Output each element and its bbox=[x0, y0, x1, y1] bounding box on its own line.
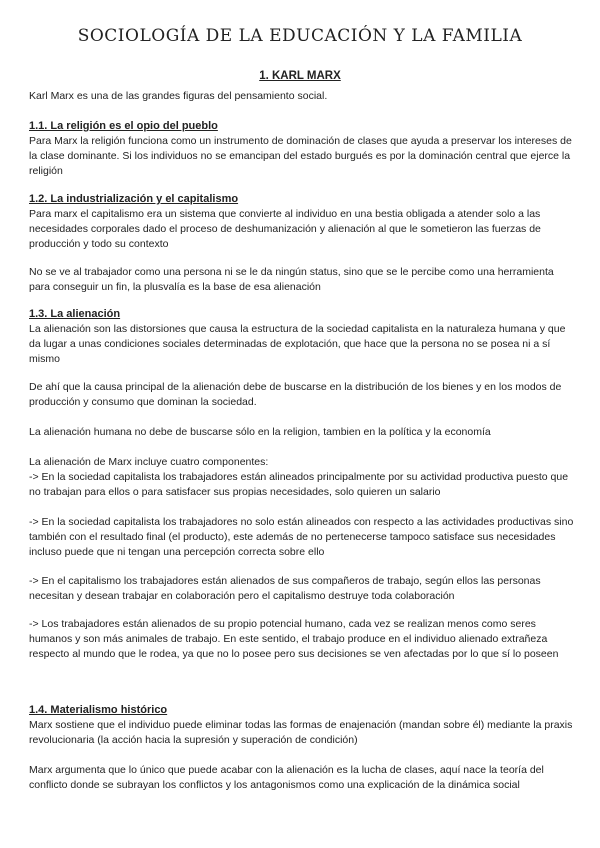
materialismo-paragraph-1: Marx sostiene que el individuo puede eliminar todas las formas de enajenación (mandan sobre él) mediante la praxis revolucionaria (la acción hacia la supresión y superación de condición) bbox=[29, 719, 573, 747]
intro-paragraph: Karl Marx es una de las grandes figuras del pensamiento social. bbox=[29, 90, 328, 102]
subsection-heading-alienacion: 1.3. La alienación bbox=[29, 308, 121, 320]
religion-paragraph: Para Marx la religión funciona como un instrumento de dominación de clases que ayuda a preservar los intereses de la clase dominante. Si los individuos no se emancipan del estado burgués es por la dominación central que ejerce la religión bbox=[29, 135, 572, 178]
subsection-heading-materialismo: 1.4. Materialismo histórico bbox=[29, 704, 168, 716]
materialismo-paragraph-2: Marx argumenta que lo único que puede acabar con la alienación es la lucha de clases, aquí nace la teoría del conflicto donde se subrayan los conflictos y los antagonismos como una explicación de la dinámica social bbox=[29, 764, 544, 792]
alienacion-item-4: -> Los trabajadores están alienados de su propio potencial humano, cada vez se realizan menos como seres humanos y son más animales de trabajo. En este sentido, el trabajo produce en el individuo alienado extrañeza respecto al mundo que le rodea, ya que no lo posee pero sus decisiones se ven afectadas por lo que sí lo poseen bbox=[29, 618, 559, 661]
alienacion-paragraph-3: La alienación humana no debe de buscarse sólo en la religion, tambien en la política y la economía bbox=[29, 426, 491, 438]
subsection-heading-industrializacion: 1.2. La industrialización y el capitalismo bbox=[29, 193, 239, 205]
alienacion-paragraph-4: La alienación de Marx incluye cuatro componentes: bbox=[29, 456, 269, 468]
alienacion-paragraph-2: De ahí que la causa principal de la alienación debe de buscarse en la distribución de los bienes y en los modos de producción y consumo que dominan la sociedad. bbox=[29, 381, 562, 409]
alienacion-item-2: -> En la sociedad capitalista los trabajadores no solo están alineados con respecto a las actividades productivas sino también con el resultado final (el producto), este además de no pertenecerse tampoco satisface sus necesidades incluso puede que ni tengan una percepción correcta sobre ello bbox=[29, 516, 574, 559]
subsection-heading-religion: 1.1. La religión es el opio del pueblo bbox=[29, 120, 218, 132]
industrializacion-paragraph-1: Para marx el capitalismo era un sistema que convierte al individuo en una bestia obligada a atender solo a las necesidades corporales dado el proceso de deshumanización y alienación al que le sometieron las fuerzas de producción y todo su contexto bbox=[29, 208, 541, 251]
alienacion-item-1: -> En la sociedad capitalista los trabajadores están alineados principalmente por su actividad productiva puesto que no trabajan para ellos o para satisfacer sus propias necesidades, solo quieren un salario bbox=[29, 471, 569, 499]
industrializacion-paragraph-2: No se ve al trabajador como una persona ni se le da ningún status, sino que se le percibe como una herramienta para conseguir un fin, la plusvalía es la base de esa alienación bbox=[29, 266, 554, 294]
document-title: SOCIOLOGÍA DE LA EDUCACIÓN Y LA FAMILIA bbox=[77, 26, 523, 46]
alienacion-item-3: -> En el capitalismo los trabajadores están alienados de sus compañeros de trabajo, según ellos las personas necesitan y desean trabajar en colaboración pero el capitalismo destruye toda colaboración bbox=[29, 575, 541, 603]
section-heading-karl-marx: 1. KARL MARX bbox=[259, 70, 341, 82]
alienacion-paragraph-1: La alienación son las distorsiones que causa la estructura de la sociedad capitalista en la naturaleza humana y que da lugar a unas condiciones sociales determinadas de explotación, que hace que la persona no se posea ni a sí mismo bbox=[29, 323, 566, 366]
